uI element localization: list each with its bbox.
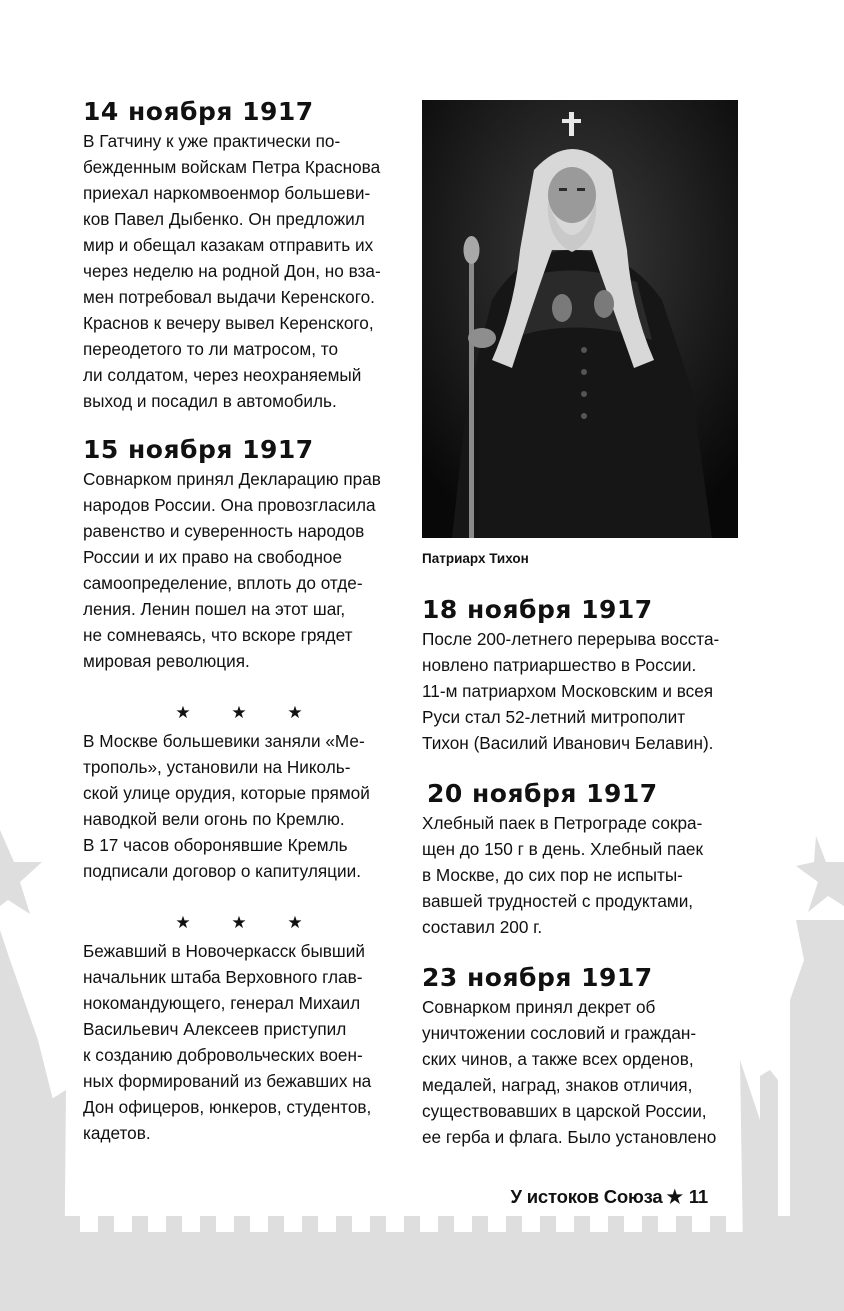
text-line: щен до 150 г в день. Хлебный паек [422,839,703,859]
left-column [83,96,395,1146]
text-line: выход и посадил в автомобиль. [83,391,337,411]
entry-20-november [422,778,738,940]
entry-14-november [83,96,395,414]
patriarch-tikhon-photo [422,100,738,538]
text-line: Совнарком принял декрет об [422,997,656,1017]
text-line: мен потребовал выдачи Керенского. [83,287,375,307]
text-line: не сомневаясь, что вскоре грядет [83,625,353,645]
text-line: мир и обещал казакам отправить их [83,235,374,255]
entry-date-heading: 15 ноября 1917 [83,435,314,464]
photo-caption: Патриарх Тихон [422,551,529,566]
text-line: ков Павел Дыбенко. Он предложил [83,209,365,229]
text-line: приехал наркомвоенмор большеви- [83,183,371,203]
text-line: медалей, наград, знаков отличия, [422,1075,693,1095]
text-line: народов России. Она провозгласила [83,495,376,515]
text-line: В 17 часов оборонявшие Кремль [83,835,348,855]
section-title: У истоков Союза [510,1186,663,1207]
text-line: После 200-летнего перерыва восста- [422,629,720,649]
text-line: Дон офицеров, юнкеров, студентов, [83,1097,372,1117]
text-line: начальник штаба Верховного глав- [83,967,363,987]
text-line: В Москве большевики заняли «Ме- [83,731,365,751]
text-line: новлено патриаршество в России. [422,655,697,675]
entry-date-heading: 23 ноября 1917 [422,963,653,992]
text-line: уничтожении сословий и граждан- [422,1023,697,1043]
entry-text [422,994,738,1150]
text-line: Тихон (Василий Иванович Белавин). [422,733,714,753]
text-line: кадетов. [83,1123,151,1143]
right-column [422,96,738,1150]
page-number: 11 [688,1186,708,1207]
text-line: трополь», установили на Николь- [83,757,351,777]
text-line: ской улице орудия, которые прямой [83,783,370,803]
entry-text [422,810,738,940]
text-line: к созданию добровольческих воен- [83,1045,363,1065]
text-line: 11-м патриархом Московским и всея [422,681,714,701]
entry-15-november [83,434,395,674]
text-line: Васильевич Алексеев приступил [83,1019,347,1039]
entry-moscow-kremlin [83,728,395,884]
entry-alekseev [83,938,395,1146]
text-line: Краснов к вечеру вывел Керенского, [83,313,374,333]
text-line: самоопределение, вплоть до отде- [83,573,363,593]
text-line: В Гатчину к уже практически по- [83,131,341,151]
entry-18-november [422,594,738,756]
text-line: ских чинов, а также всех орденов, [422,1049,694,1069]
entry-date-heading: 20 ноября 1917 [427,779,658,808]
text-line: составил 200 г. [422,917,543,937]
text-line: мировая революция. [83,651,250,671]
entry-23-november [422,962,738,1150]
running-footer [510,1186,708,1208]
entry-text [422,626,738,756]
text-line: в Москве, до сих пор не испыты- [422,865,683,885]
entry-text [83,938,395,1146]
text-line: ли солдатом, через неохраняемый [83,365,362,385]
text-line: через неделю на родной Дон, но взa- [83,261,381,281]
text-line: подписали договор о капитуляции. [83,861,361,881]
entry-text [83,466,395,674]
text-line: существовавших в царской России, [422,1101,707,1121]
text-line: вавшей трудностей с продуктами, [422,891,694,911]
text-line: переодетого то ли матросом, то [83,339,338,359]
text-line: ее герба и флага. Было установлено [422,1127,717,1147]
entry-text [83,128,395,414]
section-separator-stars: ★ ★ ★ [175,703,321,722]
text-line: Бежавший в Новочеркасск бывший [83,941,365,961]
entry-date-heading: 14 ноября 1917 [83,97,314,126]
text-line: ных формирований из бежавших на [83,1071,372,1091]
text-line: наводкой вели огонь по Кремлю. [83,809,345,829]
text-line: России и их право на свободное [83,547,343,567]
patriarch-photo-figure [422,100,738,568]
section-separator-stars: ★ ★ ★ [175,913,321,932]
text-line: равенство и суверенность народов [83,521,365,541]
text-line: Руси стал 52-летний митрополит [422,707,686,727]
star-icon: ★ [666,1186,683,1207]
entry-text [83,728,395,884]
text-line: Хлебный паек в Петрограде сокра- [422,813,703,833]
text-line: Совнарком принял Декларацию прав [83,469,381,489]
text-line: ления. Ленин пошел на этот шаг, [83,599,346,619]
entry-date-heading: 18 ноября 1917 [422,595,653,624]
text-line: бежденным войскам Петра Краснова [83,157,381,177]
text-line: нокомандующего, генерал Михаил [83,993,361,1013]
